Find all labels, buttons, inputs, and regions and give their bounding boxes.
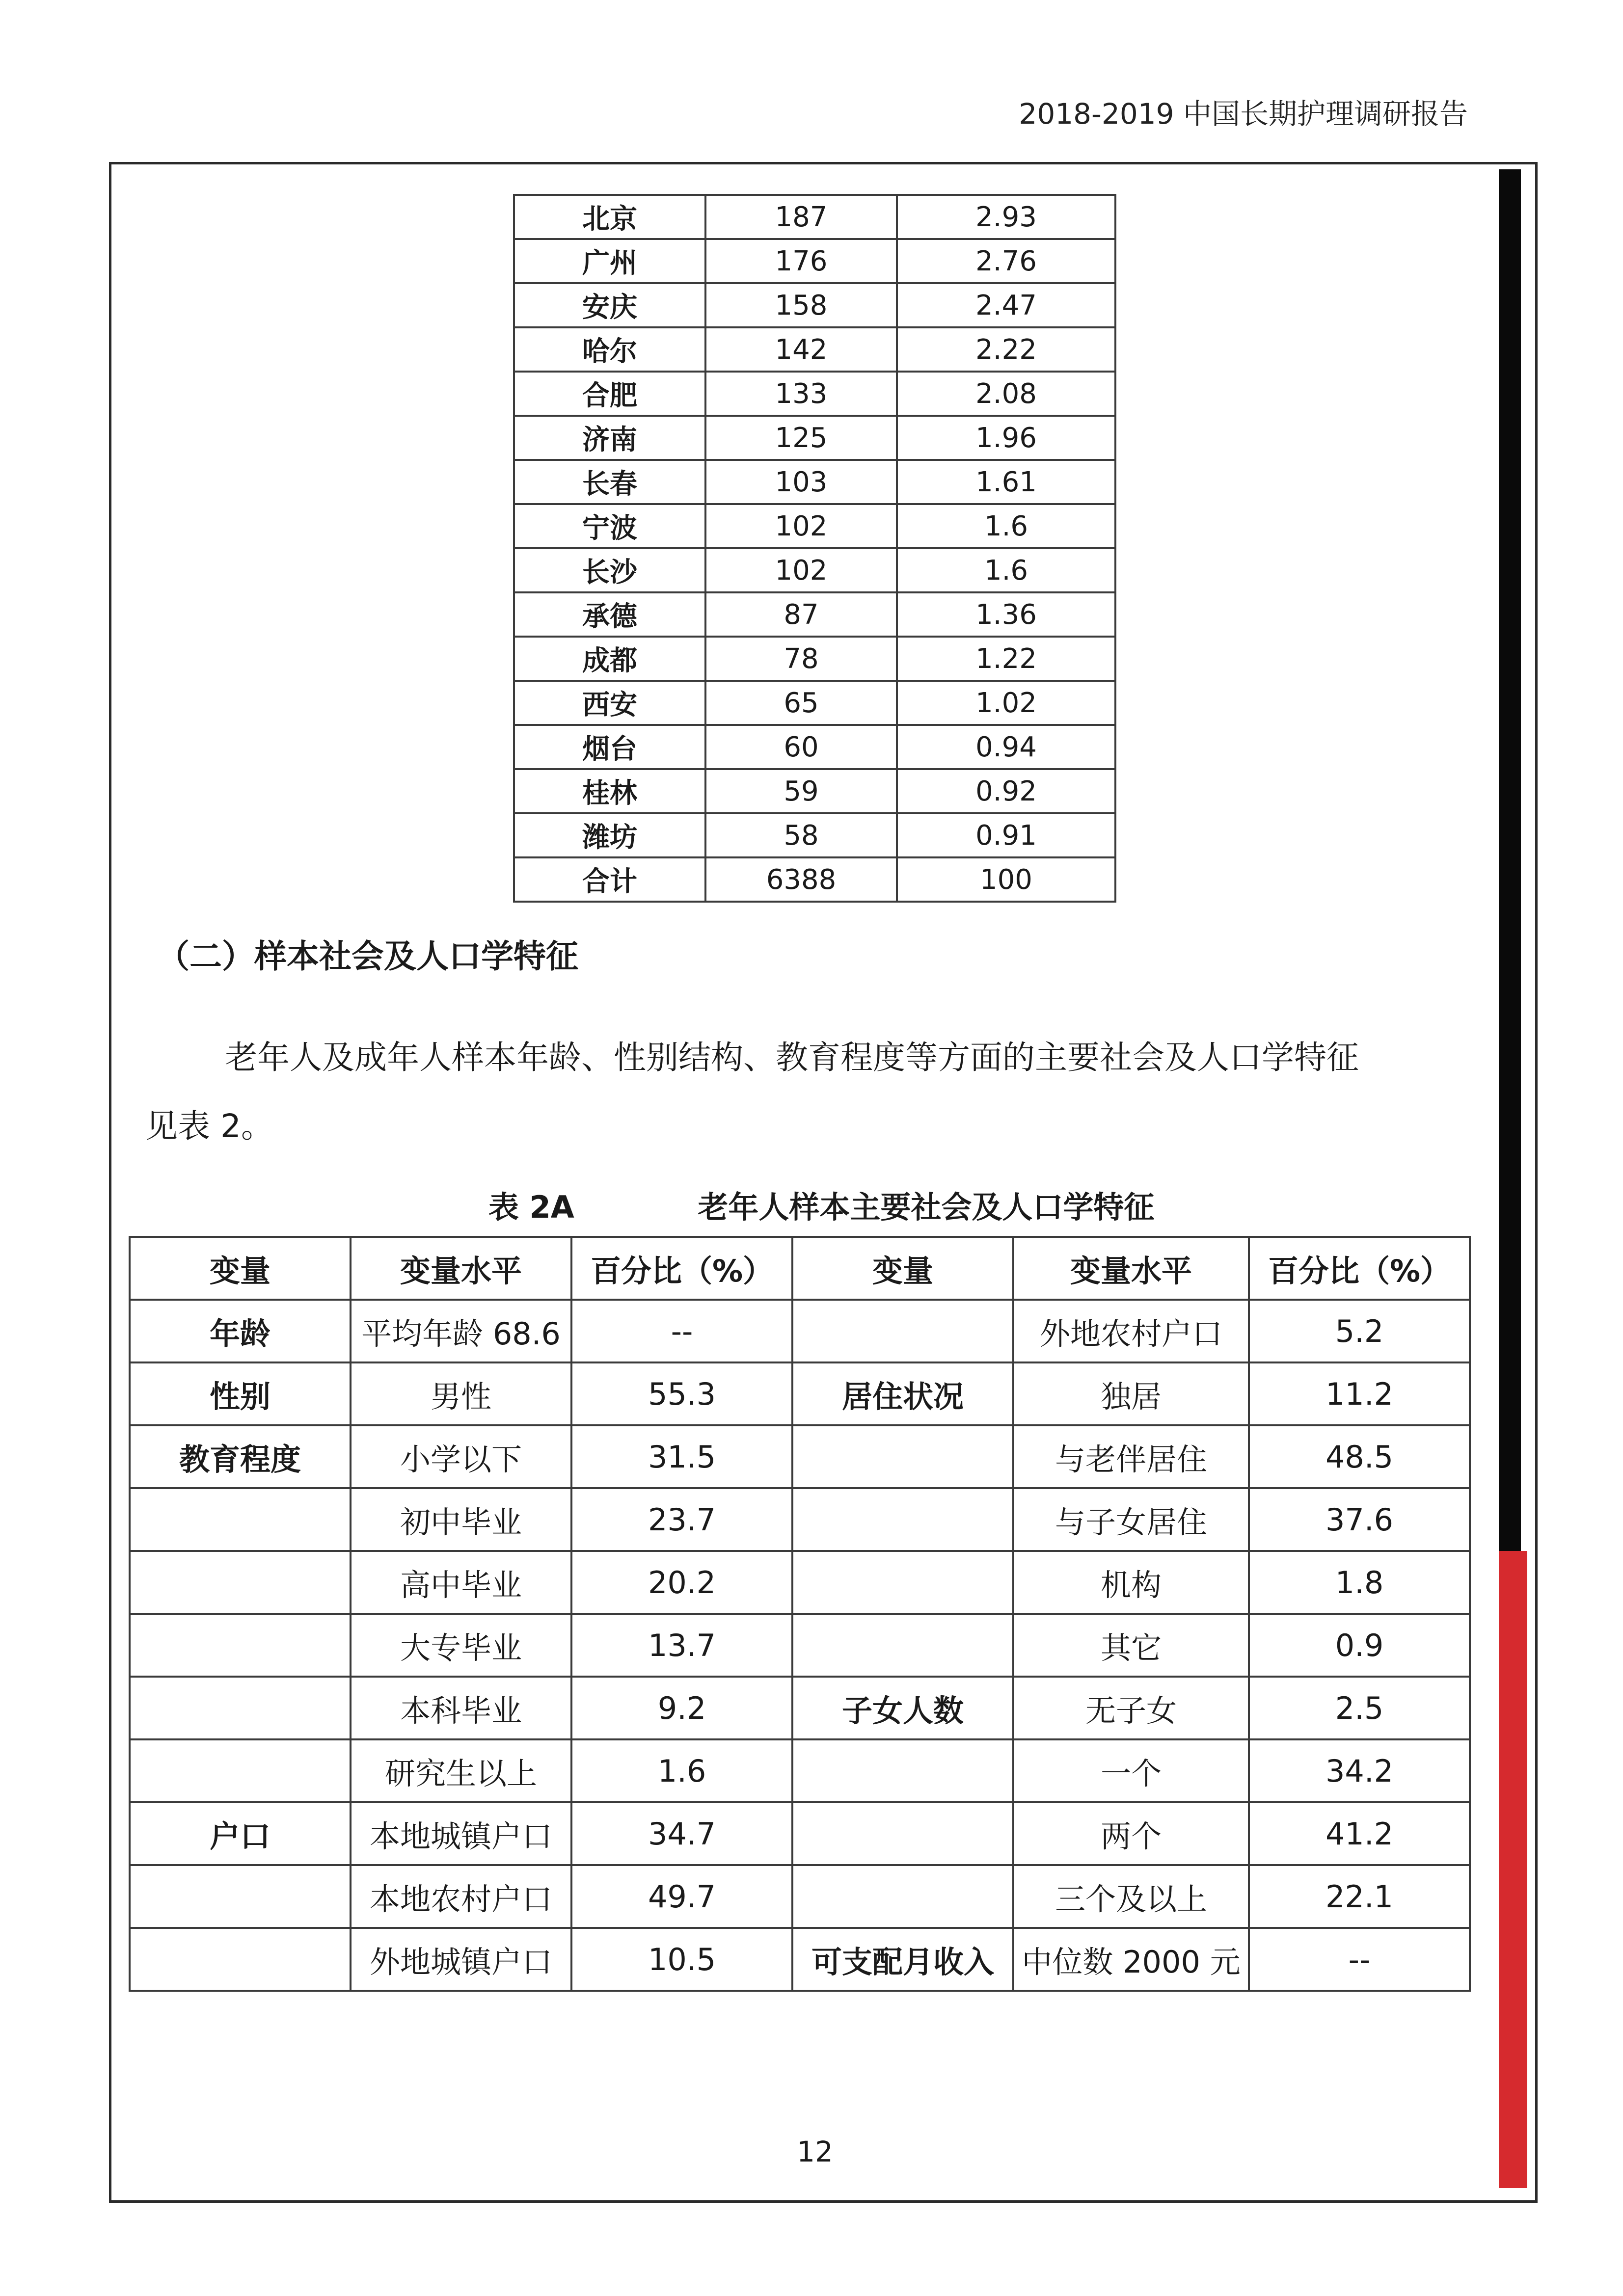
- percent-cell: --: [1249, 1928, 1470, 1991]
- sample-count: 59: [705, 769, 897, 813]
- table-caption-title: 老年人样本主要社会及人口学特征: [698, 1189, 1155, 1225]
- table-row: [130, 1362, 1470, 1425]
- variable-cell: [130, 1739, 351, 1802]
- percent-cell: 20.2: [571, 1551, 792, 1614]
- sample-count: 60: [705, 725, 897, 769]
- variable-cell: 子女人数: [792, 1677, 1013, 1739]
- city-name: 西安: [514, 681, 705, 725]
- sample-percent: 0.91: [897, 813, 1115, 857]
- variable-level-cell: 本地城镇户口: [351, 1802, 571, 1865]
- table-row: [514, 372, 1115, 416]
- city-name: 承德: [514, 592, 705, 637]
- sample-percent: 1.96: [897, 416, 1115, 460]
- running-header: 2018-2019 中国长期护理调研报告: [1019, 97, 1468, 131]
- percent-cell: 9.2: [571, 1677, 792, 1739]
- variable-level-cell: 高中毕业: [351, 1551, 571, 1614]
- table-row: [514, 725, 1115, 769]
- variable-cell: [792, 1488, 1013, 1551]
- variable-level-cell: 机构: [1013, 1551, 1249, 1614]
- sample-count: 102: [705, 504, 897, 548]
- section-paragraph: 老年人及成年人样本年龄、性别结构、教育程度等方面的主要社会及人口学特征见表 2。: [145, 1039, 1359, 1145]
- column-header: 变量: [130, 1237, 351, 1300]
- variable-cell: [792, 1802, 1013, 1865]
- city-name: 合计: [514, 857, 705, 902]
- city-name: 烟台: [514, 725, 705, 769]
- variable-level-cell: 平均年龄 68.6: [351, 1300, 571, 1362]
- table-row: [514, 769, 1115, 813]
- variable-cell: [130, 1928, 351, 1991]
- variable-cell: 可支配月收入: [792, 1928, 1013, 1991]
- table-row: [514, 504, 1115, 548]
- percent-cell: 37.6: [1249, 1488, 1470, 1551]
- variable-cell: [792, 1739, 1013, 1802]
- variable-level-cell: 三个及以上: [1013, 1865, 1249, 1928]
- percent-cell: 23.7: [571, 1488, 792, 1551]
- percent-cell: 10.5: [571, 1928, 792, 1991]
- table-row: [130, 1425, 1470, 1488]
- page-number: 12: [797, 2135, 833, 2168]
- variable-level-cell: 男性: [351, 1362, 571, 1425]
- sample-count: 78: [705, 637, 897, 681]
- sample-count: 133: [705, 372, 897, 416]
- variable-level-cell: 与老伴居住: [1013, 1425, 1249, 1488]
- city-name: 桂林: [514, 769, 705, 813]
- sample-percent: 1.22: [897, 637, 1115, 681]
- variable-level-cell: 独居: [1013, 1362, 1249, 1425]
- percent-cell: 5.2: [1249, 1300, 1470, 1362]
- city-name: 长春: [514, 460, 705, 504]
- percent-cell: 41.2: [1249, 1802, 1470, 1865]
- city-name: 广州: [514, 239, 705, 283]
- table-row: [514, 681, 1115, 725]
- sample-count: 142: [705, 327, 897, 372]
- variable-level-cell: 与子女居住: [1013, 1488, 1249, 1551]
- table-row: [130, 1677, 1470, 1739]
- variable-level-cell: 外地城镇户口: [351, 1928, 571, 1991]
- sample-count: 65: [705, 681, 897, 725]
- sample-count: 158: [705, 283, 897, 327]
- percent-cell: 0.9: [1249, 1614, 1470, 1677]
- column-header: 百分比（%）: [571, 1237, 792, 1300]
- percent-cell: 1.8: [1249, 1551, 1470, 1614]
- variable-cell: 年龄: [130, 1300, 351, 1362]
- percent-cell: 13.7: [571, 1614, 792, 1677]
- percent-cell: 2.5: [1249, 1677, 1470, 1739]
- edge-black-bar: [1499, 169, 1521, 1593]
- percent-cell: 1.6: [571, 1739, 792, 1802]
- variable-cell: [130, 1551, 351, 1614]
- sample-count: 176: [705, 239, 897, 283]
- table-row: [514, 460, 1115, 504]
- table-row: [514, 327, 1115, 372]
- percent-cell: 22.1: [1249, 1865, 1470, 1928]
- table-row: [514, 239, 1115, 283]
- sample-count: 103: [705, 460, 897, 504]
- sample-count: 58: [705, 813, 897, 857]
- sample-percent: 1.61: [897, 460, 1115, 504]
- table-row: [130, 1614, 1470, 1677]
- variable-level-cell: 无子女: [1013, 1677, 1249, 1739]
- variable-cell: [792, 1614, 1013, 1677]
- city-sample-table: [513, 194, 1116, 903]
- variable-cell: 居住状况: [792, 1362, 1013, 1425]
- city-name: 合肥: [514, 372, 705, 416]
- sample-count: 125: [705, 416, 897, 460]
- percent-cell: 55.3: [571, 1362, 792, 1425]
- section-heading: （二）样本社会及人口学特征: [157, 937, 578, 975]
- variable-cell: [130, 1865, 351, 1928]
- table-caption-label: 表 2A: [488, 1189, 574, 1225]
- sample-count: 6388: [705, 857, 897, 902]
- variable-level-cell: 大专毕业: [351, 1614, 571, 1677]
- table-row: [130, 1739, 1470, 1802]
- variable-level-cell: 中位数 2000 元: [1013, 1928, 1249, 1991]
- variable-cell: [792, 1425, 1013, 1488]
- column-header: 变量水平: [351, 1237, 571, 1300]
- sample-percent: 0.92: [897, 769, 1115, 813]
- variable-cell: [130, 1614, 351, 1677]
- variable-cell: [792, 1865, 1013, 1928]
- variable-level-cell: 外地农村户口: [1013, 1300, 1249, 1362]
- sample-percent: 2.93: [897, 195, 1115, 239]
- column-header: 变量: [792, 1237, 1013, 1300]
- city-name: 成都: [514, 637, 705, 681]
- table-row: [130, 1300, 1470, 1362]
- column-header: 变量水平: [1013, 1237, 1249, 1300]
- variable-level-cell: 两个: [1013, 1802, 1249, 1865]
- variable-cell: [792, 1300, 1013, 1362]
- variable-level-cell: 初中毕业: [351, 1488, 571, 1551]
- variable-cell: [130, 1677, 351, 1739]
- variable-cell: [130, 1488, 351, 1551]
- sample-count: 102: [705, 548, 897, 592]
- city-name: 宁波: [514, 504, 705, 548]
- demographics-table: [129, 1236, 1471, 1992]
- sample-percent: 1.6: [897, 504, 1115, 548]
- table-row: [514, 195, 1115, 239]
- percent-cell: 49.7: [571, 1865, 792, 1928]
- city-name: 安庆: [514, 283, 705, 327]
- percent-cell: 48.5: [1249, 1425, 1470, 1488]
- variable-level-cell: 本地农村户口: [351, 1865, 571, 1928]
- percent-cell: 34.7: [571, 1802, 792, 1865]
- sample-percent: 2.22: [897, 327, 1115, 372]
- percent-cell: 34.2: [1249, 1739, 1470, 1802]
- table-row: [130, 1488, 1470, 1551]
- sample-count: 87: [705, 592, 897, 637]
- sample-percent: 2.08: [897, 372, 1115, 416]
- table-row: [514, 283, 1115, 327]
- sample-percent: 1.6: [897, 548, 1115, 592]
- table-row: [514, 813, 1115, 857]
- variable-level-cell: 小学以下: [351, 1425, 571, 1488]
- sample-count: 187: [705, 195, 897, 239]
- variable-level-cell: 一个: [1013, 1739, 1249, 1802]
- sample-percent: 0.94: [897, 725, 1115, 769]
- variable-level-cell: 其它: [1013, 1614, 1249, 1677]
- variable-cell: 教育程度: [130, 1425, 351, 1488]
- table-row: [514, 592, 1115, 637]
- variable-cell: [792, 1551, 1013, 1614]
- variable-cell: 性别: [130, 1362, 351, 1425]
- city-name: 北京: [514, 195, 705, 239]
- table-row: [130, 1551, 1470, 1614]
- city-name: 长沙: [514, 548, 705, 592]
- percent-cell: --: [571, 1300, 792, 1362]
- variable-level-cell: 本科毕业: [351, 1677, 571, 1739]
- variable-level-cell: 研究生以上: [351, 1739, 571, 1802]
- column-header: 百分比（%）: [1249, 1237, 1470, 1300]
- city-name: 济南: [514, 416, 705, 460]
- table-row: [514, 416, 1115, 460]
- table-row: [514, 857, 1115, 902]
- table-row: [514, 637, 1115, 681]
- sample-percent: 1.36: [897, 592, 1115, 637]
- sample-percent: 1.02: [897, 681, 1115, 725]
- table-row: [130, 1802, 1470, 1865]
- edge-red-bar: [1499, 1551, 1527, 2188]
- city-name: 潍坊: [514, 813, 705, 857]
- table-row: [514, 548, 1115, 592]
- city-name: 哈尔: [514, 327, 705, 372]
- table-caption: [488, 1183, 1154, 1227]
- table-header-row: [130, 1237, 1470, 1300]
- percent-cell: 31.5: [571, 1425, 792, 1488]
- percent-cell: 11.2: [1249, 1362, 1470, 1425]
- table-row: [130, 1928, 1470, 1991]
- sample-percent: 2.76: [897, 239, 1115, 283]
- sample-percent: 2.47: [897, 283, 1115, 327]
- sample-percent: 100: [897, 857, 1115, 902]
- variable-cell: 户口: [130, 1802, 351, 1865]
- table-row: [130, 1865, 1470, 1928]
